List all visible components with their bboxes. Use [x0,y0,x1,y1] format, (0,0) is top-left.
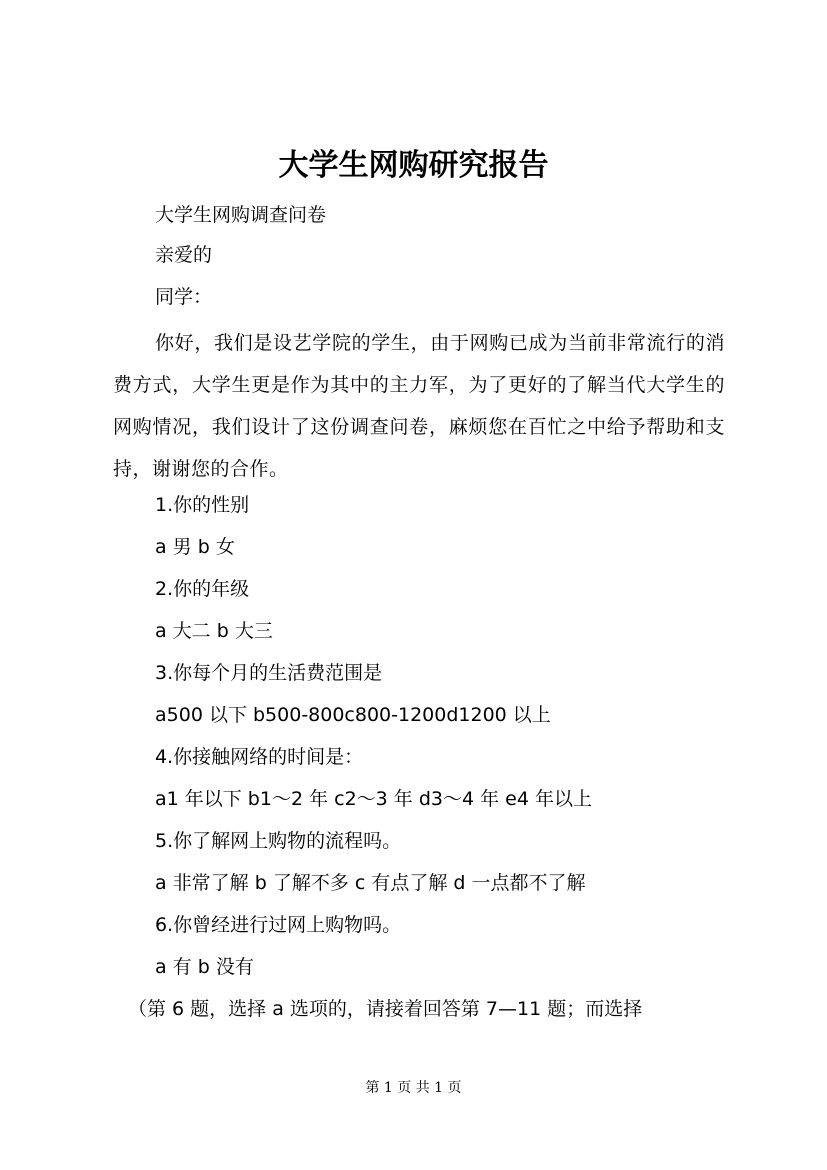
question-4: 4.你接触网络的时间是： [155,746,364,768]
document-title: 大学生网购研究报告 [278,148,549,183]
greeting-line-1: 亲爱的 [155,244,213,266]
instruction-note: （第 6 题，选择 a 选项的，请接着回答第 7—11 题；而选择 [128,998,643,1020]
question-5-options: a 非常了解 b 了解不多 c 有点了解 d 一点都不了解 [155,872,586,894]
question-3-options: a500 以下 b500-800c800-1200d1200 以上 [155,704,551,726]
intro-paragraph: 你好，我们是设艺学院的学生，由于网购已成为当前非常流行的消费方式，大学生更是作为其中的主力军，为了更好的了解当代大学生的网购情况，我们设计了这份调查问卷，麻烦您在百忙之中给予帮助和支持，谢谢您的合作。 [113,332,725,480]
question-5: 5.你了解网上购物的流程吗。 [155,830,402,852]
page-footer: 第 1 页 共 1 页 [365,1080,462,1096]
question-2: 2.你的年级 [155,578,250,600]
question-1-options: a 男 b 女 [155,536,235,558]
question-3: 3.你每个月的生活费范围是 [155,662,383,684]
greeting-line-2: 同学： [155,286,213,308]
survey-title: 大学生网购调查问卷 [155,204,327,226]
question-4-options: a1 年以下 b1～2 年 c2～3 年 d3～4 年 e4 年以上 [155,788,592,810]
question-6-options: a 有 b 没有 [155,956,254,978]
question-6: 6.你曾经进行过网上购物吗。 [155,914,402,936]
question-2-options: a 大二 b 大三 [155,620,273,642]
question-1: 1.你的性别 [155,494,250,516]
